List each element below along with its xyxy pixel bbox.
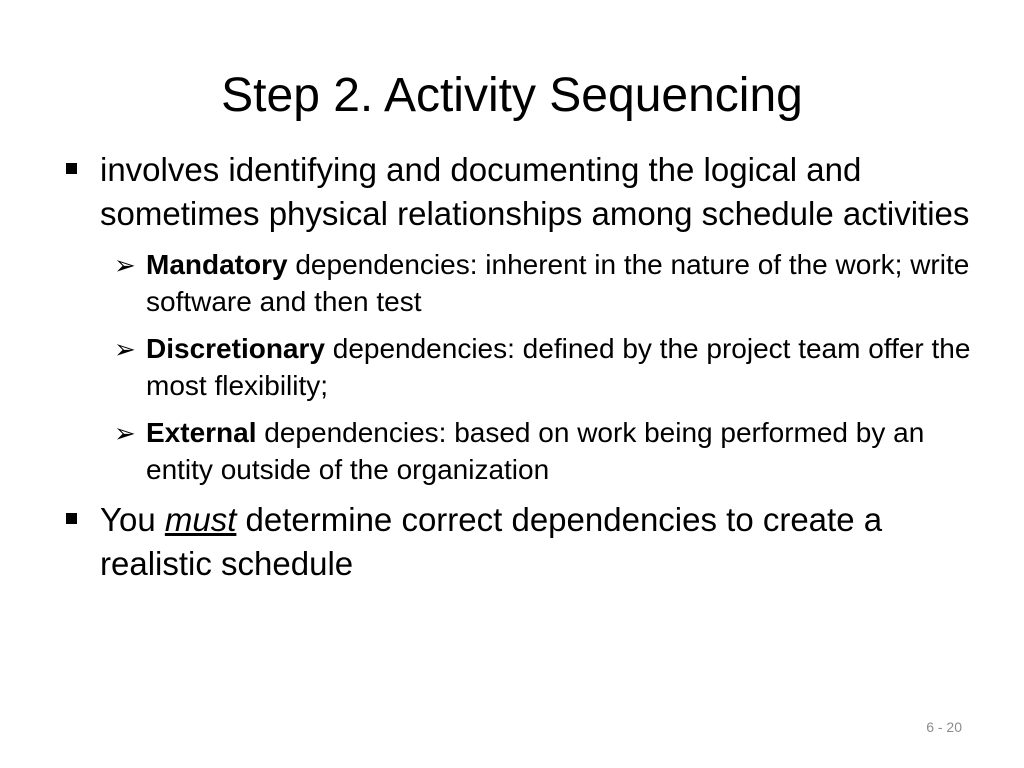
- sub-bullet-term: Mandatory: [146, 249, 288, 280]
- bullet-item-2: [64, 498, 974, 586]
- arrow-bullet-icon: ➢: [114, 418, 136, 448]
- bullet-text-1: involves identifying and documenting the logical and sometimes physical relationships among schedule activities: [100, 151, 970, 232]
- arrow-bullet-icon: ➢: [114, 250, 136, 280]
- slide-title: Step 2. Activity Sequencing: [221, 69, 803, 122]
- sub-bullet-text: dependencies: defined by the project team offer the most flexibility;: [146, 333, 971, 401]
- bullet-item-1: [64, 148, 974, 236]
- sub-bullet-external: [64, 414, 974, 488]
- square-bullet-icon: [66, 513, 77, 524]
- sub-bullet-term: Discretionary: [146, 333, 325, 364]
- sub-bullet-mandatory: [64, 246, 974, 320]
- sub-bullet-text: dependencies: inherent in the nature of the work; write software and then test: [146, 249, 970, 317]
- sub-bullet-term: External: [146, 417, 257, 448]
- sub-bullet-list: [64, 246, 974, 488]
- sub-bullet-text: dependencies: based on work being performed by an entity outside of the organization: [146, 417, 925, 485]
- sub-bullet-discretionary: [64, 330, 974, 404]
- bullet-text-2-prefix: You: [100, 501, 165, 538]
- square-bullet-icon: [66, 163, 77, 174]
- bullet-text-2-suffix: determine correct dependencies to create a realistic schedule: [100, 501, 883, 582]
- arrow-bullet-icon: ➢: [114, 334, 136, 364]
- slide-content: [64, 148, 974, 586]
- page-number: 6 - 20: [926, 719, 962, 735]
- emphasis-must: must: [164, 501, 237, 538]
